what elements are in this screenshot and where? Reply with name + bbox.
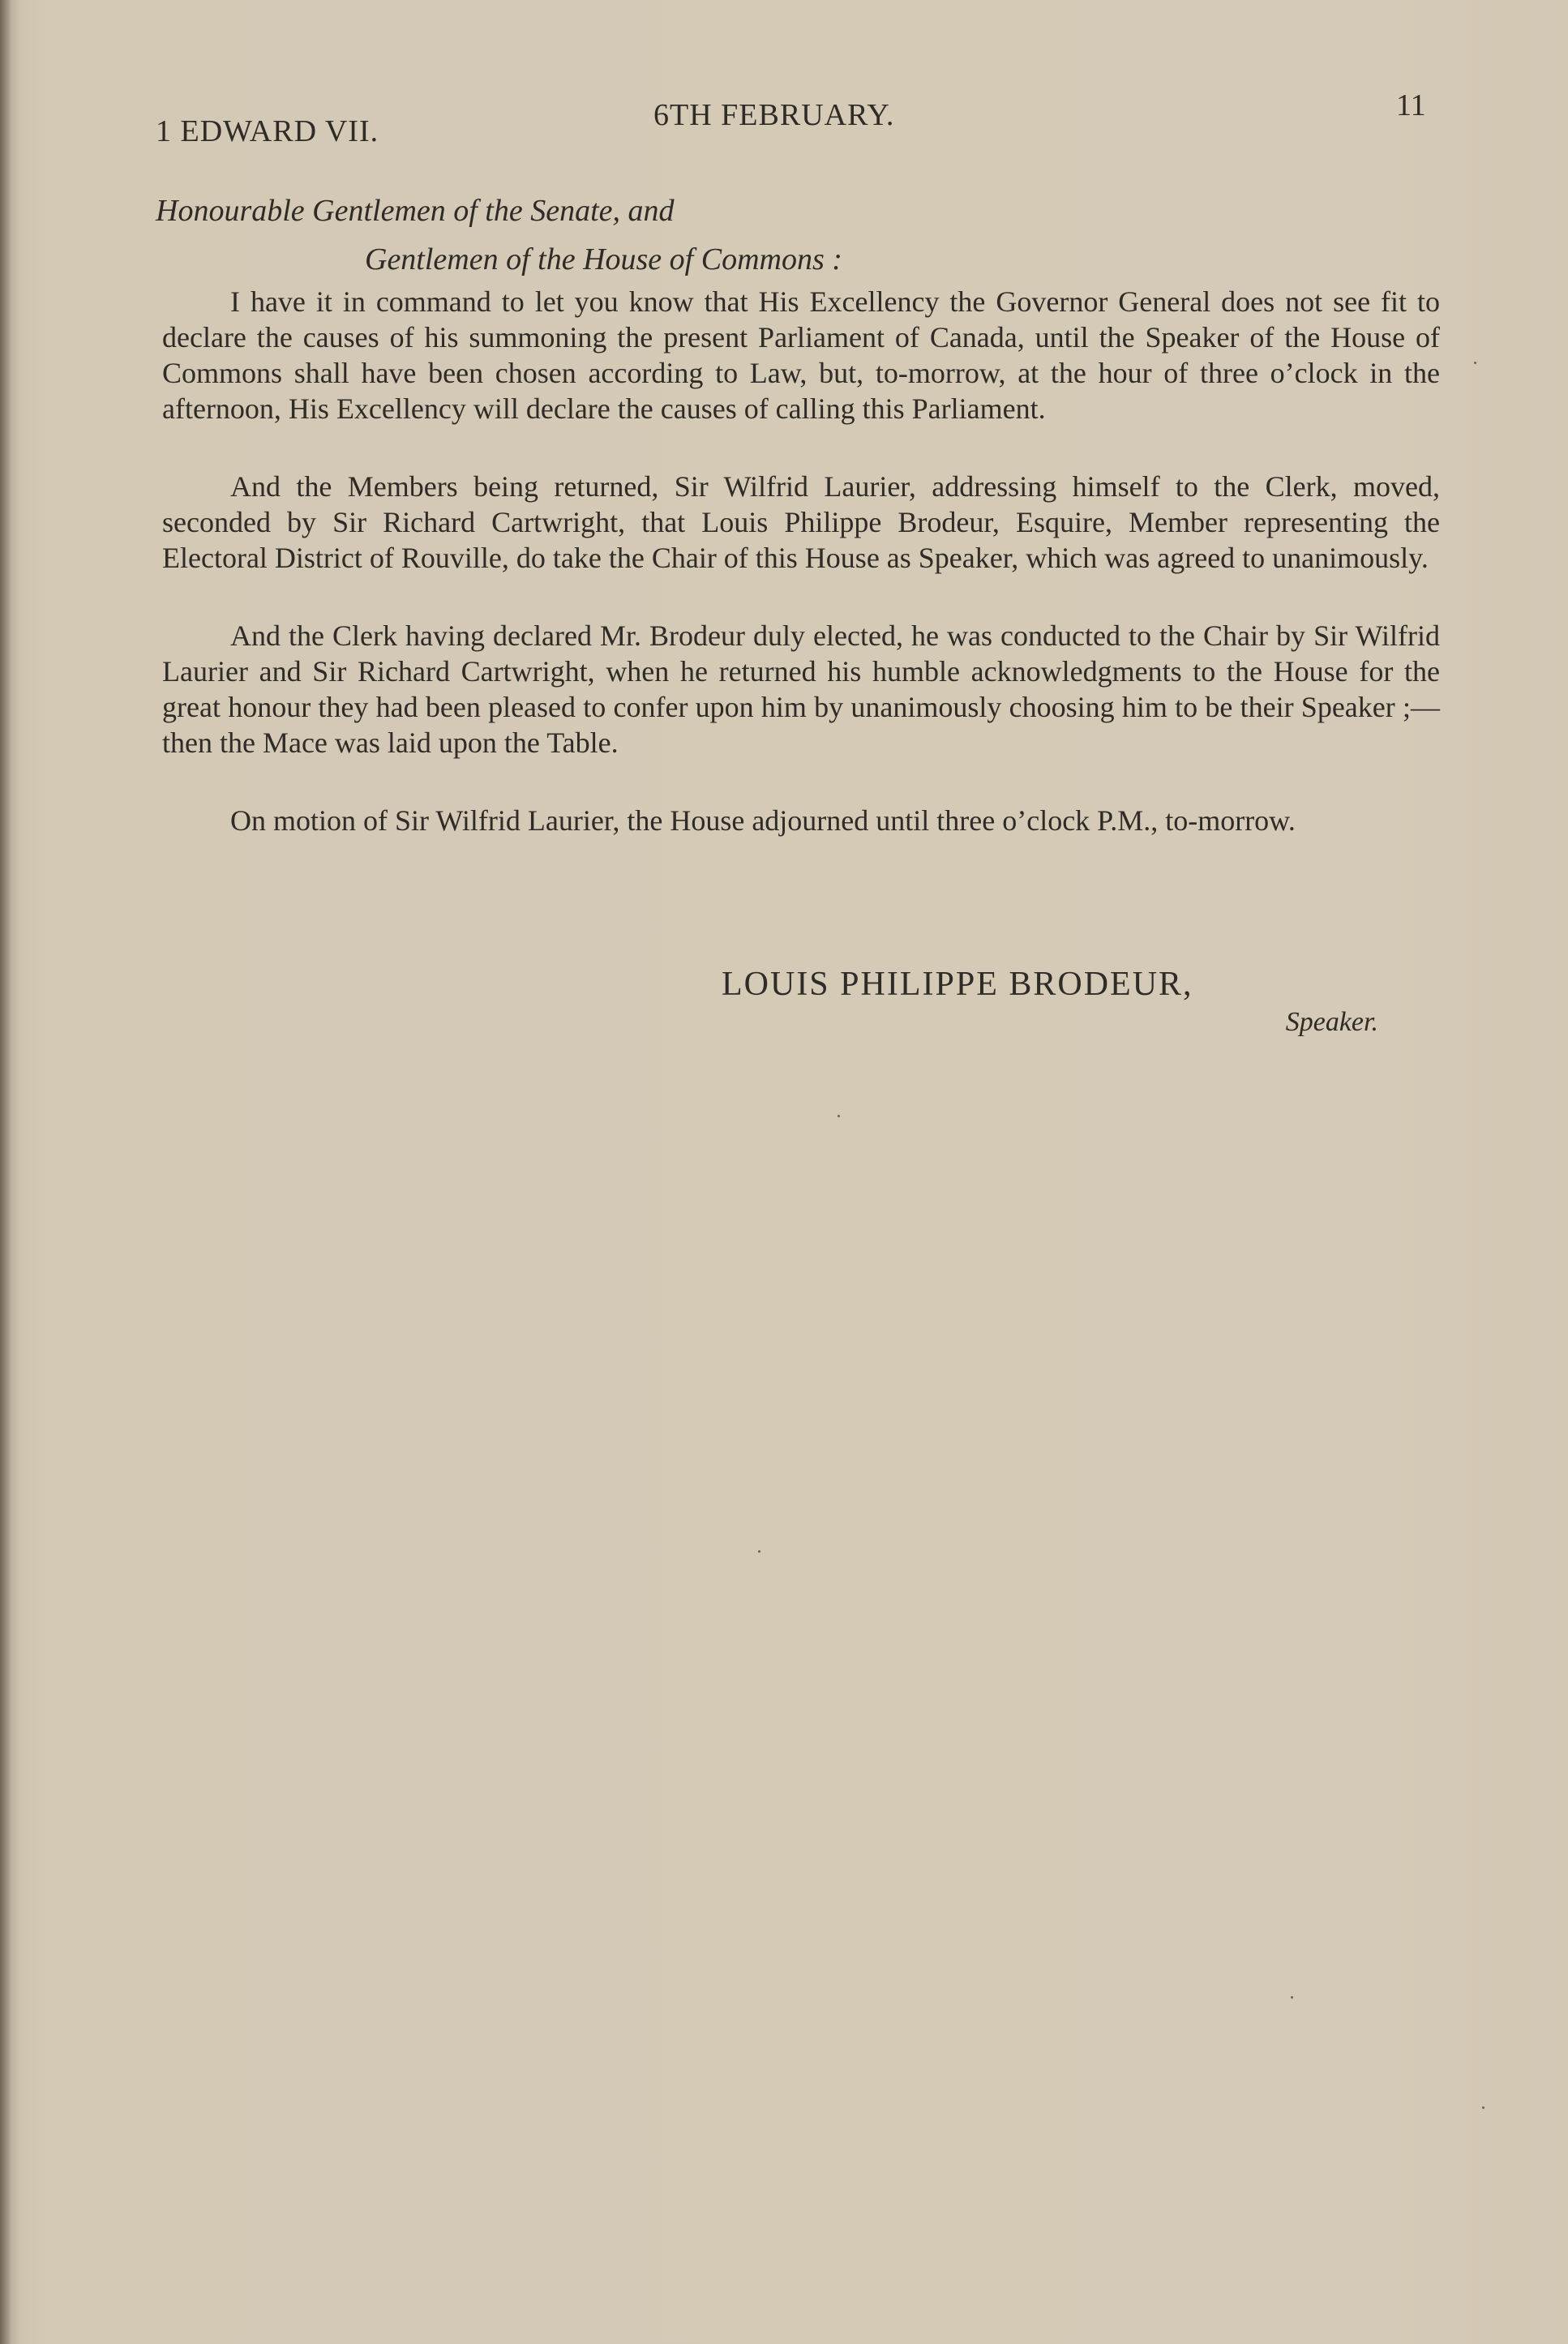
paper-speck	[1474, 362, 1476, 364]
paper-speck	[1482, 2106, 1484, 2109]
paper-speck	[758, 1550, 760, 1553]
body-text	[162, 284, 1440, 881]
paper-speck	[1291, 1996, 1293, 1999]
signature-block	[722, 965, 1386, 1038]
salutation-line-2: Gentlemen of the House of Commons :	[365, 242, 842, 276]
signatory-title: Speaker.	[1285, 1007, 1378, 1037]
page-number: 11	[1396, 88, 1426, 122]
paper-speck	[838, 1115, 840, 1117]
running-head-date: 6TH FEBRUARY.	[653, 98, 895, 132]
salutation-line-1: Honourable Gentlemen of the Senate, and	[156, 194, 675, 228]
paragraph: And the Members being returned, Sir Wilfrid Laurier, addressing himself to the Clerk, moved, seconded by Sir Richard Cartwright, that Louis Philippe Brodeur, Esquire, Member representing the Electoral District of Rouville, do take the Chair of this House as Speaker, which was agreed to unanimously.	[162, 470, 1440, 574]
paragraph: I have it in command to let you know that His Excellency the Governor General does not see fit to declare the causes of his summoning the present Parliament of Canada, until the Speaker of the House of Commons shall have been chosen according to Law, but, to-morrow, at the hour of three o’clock in the afternoon, His Excellency will declare the causes of calling this Parliament.	[162, 285, 1440, 425]
salutation	[156, 186, 1453, 284]
paragraph: And the Clerk having declared Mr. Brodeur duly elected, he was conducted to the Chair by Sir Wilfrid Laurier and Sir Richard Cartwright, when he returned his humble acknowledgments to the House for the great honour they had been pleased to confer upon him by unanimously choosing him to be their Speaker ;—then the Mace was laid upon the Table.	[162, 619, 1440, 759]
running-head-left: 1 EDWARD VII.	[156, 114, 379, 148]
binding-shadow	[0, 0, 11, 2344]
signatory-name: LOUIS PHILIPPE BRODEUR,	[722, 966, 1193, 1003]
page-header	[0, 88, 1568, 148]
paragraph: On motion of Sir Wilfrid Laurier, the House adjourned until three o’clock P.M., to-morrow.	[230, 804, 1296, 837]
